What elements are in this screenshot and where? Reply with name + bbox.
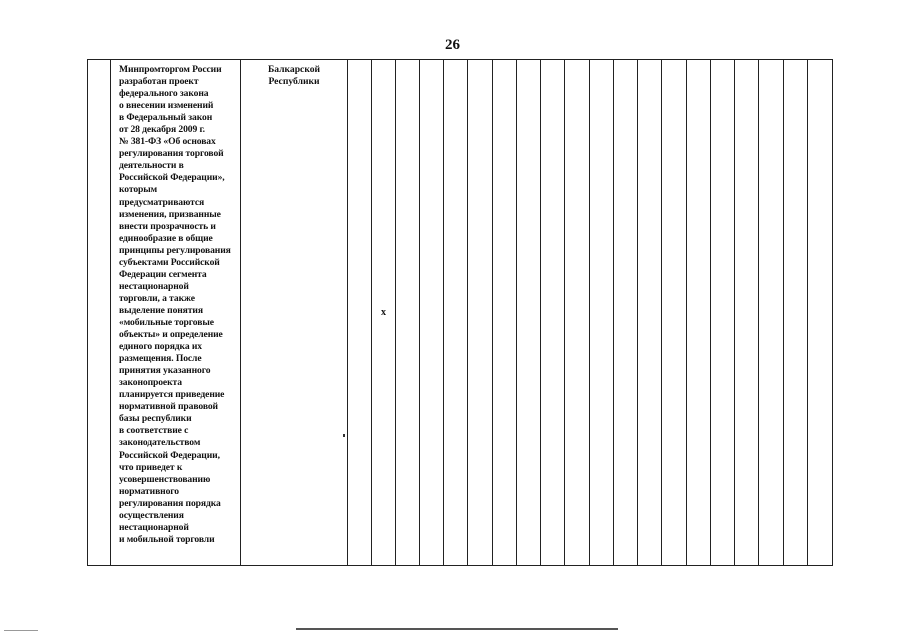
table-cell [565,60,590,566]
data-table [87,59,833,566]
scan-bottom-tick [4,630,38,631]
table-cell [808,60,833,566]
table-cell [687,60,711,566]
table-cell [638,60,662,566]
table-cell [662,60,687,566]
table-cell [614,60,638,566]
table-cell [735,60,759,566]
table-cell-marked [372,60,396,566]
cell-mark: x [381,307,386,318]
scan-bottom-line [296,628,618,630]
table-cell [590,60,614,566]
table-cell [444,60,468,566]
table-cell [784,60,808,566]
table-cell [420,60,444,566]
table-cell [711,60,735,566]
table-cell [541,60,565,566]
table-row [88,60,833,566]
table-cell [468,60,493,566]
page-number: 26 [445,37,460,53]
table-cell [517,60,541,566]
table-cell [759,60,784,566]
table-cell-region: Балкарской Республики [241,60,348,566]
table-cell-number [88,60,111,566]
table-cell [396,60,420,566]
table-cell-description: Минпромторгом России разработан проект федерального закона о внесении изменений в Федеральный закон от 28 декабря 2009 г. № 381-ФЗ «Об основах регулирования торговой деятельности в Российской Федерации», которым предусматриваются изменения, призванные внести прозрачность и единообразие в общие принципы регулирования субъектами Российской Федерации сегмента нестационарной торговли, а также выделение понятия «мобильные торговые объекты» и определение единого порядка их размещения. После принятия указанного законопроекта планируется приведение нормативной правовой базы республики в соответствие с законодательством Российской Федерации, что приведет к усовершенствованию нормативного регулирования порядка осуществления нестационарной и мобильной торговли [111,60,241,566]
table-cell [348,60,372,566]
table-cell [493,60,517,566]
scan-speck [343,434,345,437]
